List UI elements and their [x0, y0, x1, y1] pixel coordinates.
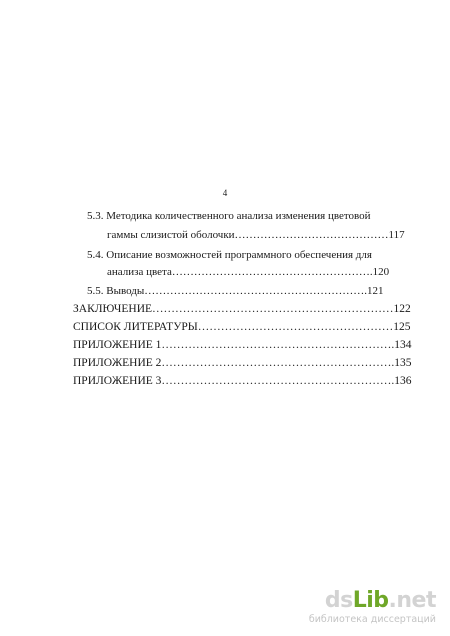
toc-entry-5-5: 5.5. Выводы…………………………………………………….121	[87, 285, 384, 297]
toc-entry-appendix-2: ПРИЛОЖЕНИЕ 2…………………………………………………….135	[73, 357, 412, 369]
toc-entry-5-3-title: 5.3. Методика количественного анализа изменения цветовой	[87, 210, 371, 222]
toc-entry-appendix-3: ПРИЛОЖЕНИЕ 3…………………………………………………….136	[73, 375, 412, 387]
page-number: 4	[222, 188, 228, 198]
watermark-subtitle: библиотека диссертаций	[308, 614, 436, 625]
toc-entry-bibliography: СПИСОК ЛИТЕРАТУРЫ……………………………………………125	[73, 321, 411, 333]
toc-entry-5-4-continuation: анализа цвета……………………………………………….120	[107, 266, 390, 278]
logo-text-net: .net	[388, 588, 436, 613]
dslib-logo	[325, 589, 436, 613]
toc-entry-appendix-1: ПРИЛОЖЕНИЕ 1…………………………………………………….134	[73, 339, 412, 351]
toc-entry-conclusion: ЗАКЛЮЧЕНИЕ………………………………………………………122	[73, 303, 411, 315]
logo-text-lib: Lib	[352, 588, 389, 613]
logo-text-ds: ds	[324, 588, 353, 613]
toc-entry-5-4-title: 5.4. Описание возможностей программного обеспечения для	[87, 249, 372, 261]
dslib-watermark	[276, 589, 436, 629]
toc-entry-5-3-continuation: гаммы слизистой оболочки……………………………………117	[107, 229, 405, 241]
